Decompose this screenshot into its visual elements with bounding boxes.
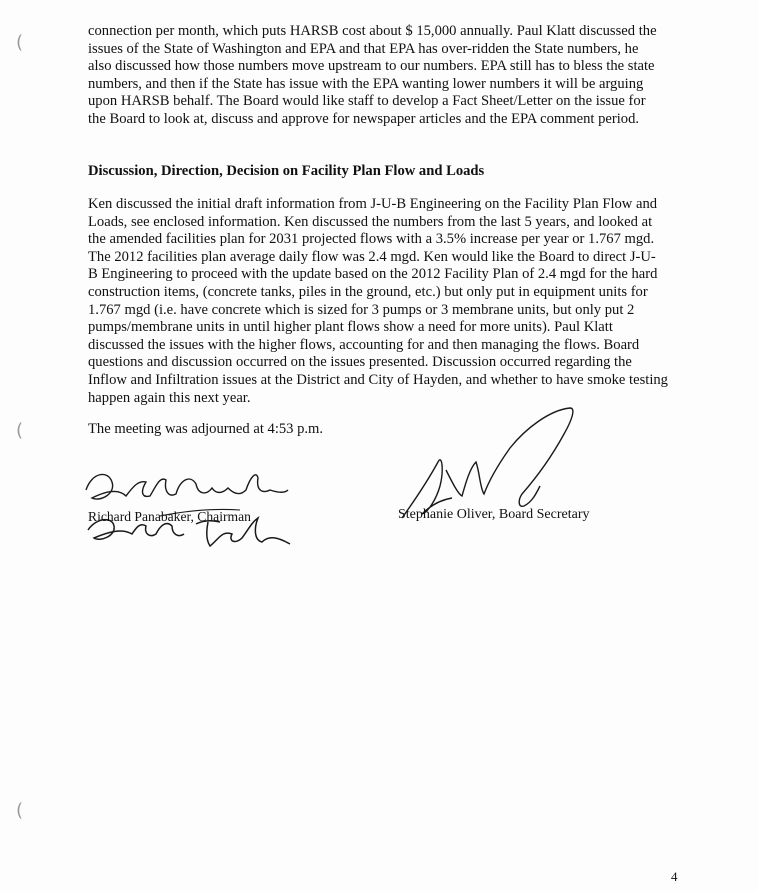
text-line: The 2012 facilities plan average daily flow was 2.4 mgd. Ken would like the Board to direct J-U- xyxy=(88,248,656,265)
text-line: connection per month, which puts HARSB cost about $ 15,000 annually. Paul Klatt discussed the xyxy=(88,23,657,39)
text-line: the amended facilities plan for 2031 projected flows with a 3.5% increase per year or 1.767 mgd. xyxy=(88,231,655,248)
margin-mark: ( xyxy=(16,800,24,821)
chairman-signature-stroke xyxy=(86,474,288,499)
text-line: B Engineering to proceed with the update based on the 2012 Facility Plan of 2.4 mgd for the hard xyxy=(88,266,658,283)
text-line: 1.767 mgd (i.e. have concrete which is sized for 3 pumps or 3 membrane units, but only put 2 xyxy=(88,301,635,318)
paragraph-harsb-cost xyxy=(88,23,688,129)
margin-mark: ( xyxy=(16,420,24,441)
chairman-name: Richard Panabaker, Chairman xyxy=(88,509,251,524)
text-line: happen again this next year. xyxy=(88,389,251,406)
text-line: questions and discussion occurred on the issues presented. Discussion occurred regarding the xyxy=(88,354,632,371)
text-line: Ken discussed the initial draft information from J-U-B Engineering on the Facility Plan Flow and xyxy=(88,196,658,212)
text-line: upon HARSB behalf. The Board would like staff to develop a Fact Sheet/Letter on the issue for xyxy=(88,93,646,110)
text-line: Loads, see enclosed information. Ken discussed the numbers from the last 5 years, and looked at xyxy=(88,213,653,230)
adjourned-statement: The meeting was adjourned at 4:53 p.m. xyxy=(88,421,324,437)
text-line: also discussed how those numbers move upstream to our numbers. EPA still has to bless the state xyxy=(88,58,655,75)
text-line: construction items, (concrete tanks, piles in the ground, etc.) but only put in equipment units for xyxy=(88,283,648,300)
text-line: pumps/membrane units in until higher plant flows show a need for more units). Paul Klatt xyxy=(88,319,613,336)
page-number: 4 xyxy=(671,869,678,884)
text-line: numbers, and then if the State has issue with the EPA wanting lower numbers it will be arguing xyxy=(88,75,644,92)
text-line: Inflow and Infiltration issues at the District and City of Hayden, and whether to have smoke testing xyxy=(88,371,668,388)
text-line: issues of the State of Washington and EPA and that EPA has over-ridden the State numbers, he xyxy=(88,40,639,57)
paragraph-facility-plan xyxy=(88,196,688,407)
secretary-name: Stephanie Oliver, Board Secretary xyxy=(398,507,590,522)
section-heading: Discussion, Direction, Decision on Facility Plan Flow and Loads xyxy=(88,163,485,179)
text-line: the Board to look at, discuss and approve for newspaper articles and the EPA comment period. xyxy=(88,110,640,127)
margin-mark: ( xyxy=(16,32,24,53)
text-line: discussed the issues with the higher flows, accounting for and then managing the flows. Board xyxy=(88,336,640,353)
